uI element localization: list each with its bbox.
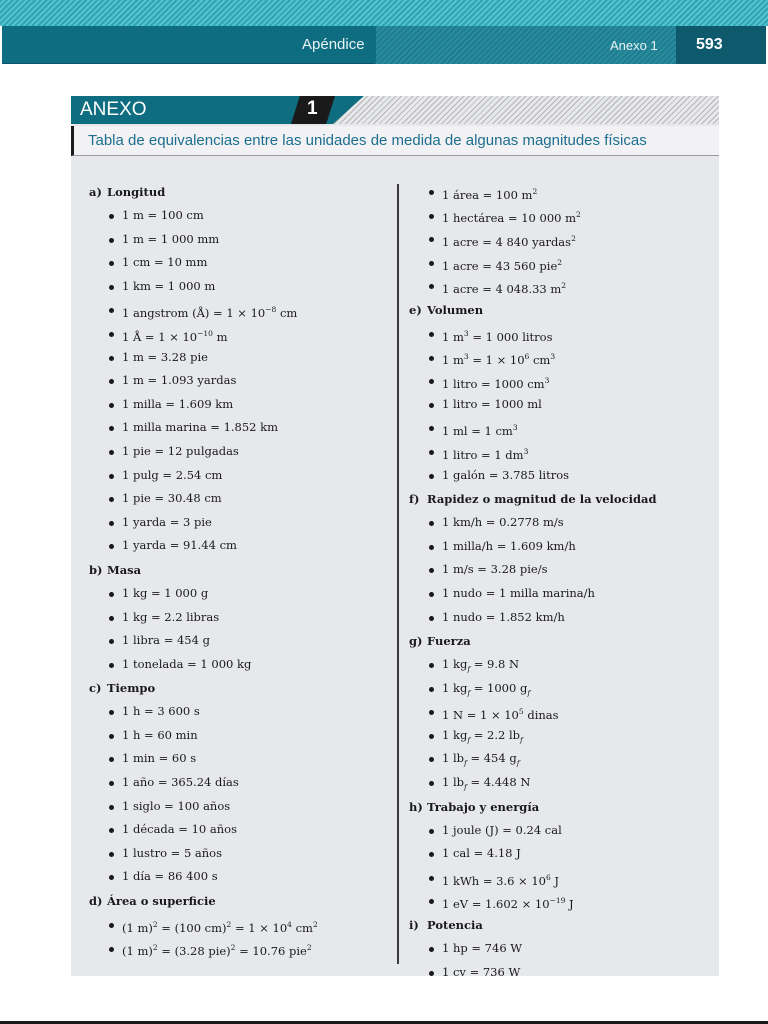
equivalence-item xyxy=(409,653,709,677)
bullet-icon xyxy=(429,261,434,266)
equivalence-text: 1 m = 1 000 mm xyxy=(122,231,220,246)
equivalence-text: (1 m)$^2$ = (3.28 pie)$^2$ = 10.76 pie$^2$ xyxy=(122,943,312,959)
bullet-icon xyxy=(429,474,434,479)
equivalence-text: 1 pie = 12 pulgadas xyxy=(122,443,239,458)
equivalence-item xyxy=(89,440,389,464)
equivalence-text: 1 ml = 1 $cm^3$ xyxy=(442,423,518,439)
equivalence-text: 1 km = 1 000 m xyxy=(122,278,216,293)
equivalence-text: 1 acre = 4 048.33 $m^2$ xyxy=(442,281,567,297)
equivalence-text: 1 $kg_f = 2.2$ $lb_f$ xyxy=(442,727,523,745)
equivalence-text: 1 hectárea = 10 000 $m^2$ xyxy=(442,210,581,226)
equivalence-text: 1 min = 60 s xyxy=(122,751,197,766)
section xyxy=(89,889,389,960)
bullet-icon xyxy=(109,214,114,219)
equivalence-item xyxy=(89,251,389,275)
bullet-icon xyxy=(429,356,434,361)
equivalence-text: 1 eV = $1.602 \times 10^{-19}$ J xyxy=(442,896,574,912)
section-letter: a) xyxy=(89,185,102,199)
section-letter: d) xyxy=(89,894,103,909)
section-name: Potencia xyxy=(427,918,483,933)
bullet-icon xyxy=(429,734,434,739)
section-letter: b) xyxy=(89,562,103,577)
equivalence-item xyxy=(89,346,389,370)
section-name: Volumen xyxy=(427,302,484,317)
bullet-icon xyxy=(429,687,434,692)
equivalence-item xyxy=(409,251,709,275)
equivalence-item xyxy=(409,747,709,771)
equivalence-item xyxy=(89,298,389,322)
equivalence-text: 1 hp = 746 W xyxy=(442,941,523,956)
bullet-icon xyxy=(429,829,434,834)
title-bar xyxy=(71,126,719,156)
section-name: Área o superficie xyxy=(107,894,216,909)
equivalence-text: 1 día = 86 400 s xyxy=(122,869,218,884)
section-heading xyxy=(89,676,389,700)
equivalence-item xyxy=(409,180,709,204)
equivalence-text: 1 tonelada = 1 000 kg xyxy=(122,656,252,671)
equivalence-text: 1 década = 10 años xyxy=(122,822,237,837)
equivalence-item xyxy=(409,274,709,298)
equivalence-item xyxy=(89,913,389,937)
equivalence-item xyxy=(89,937,389,961)
equivalence-text: 1 $lb_f = 4.448$ N xyxy=(442,775,531,792)
section-name: Rapidez o magnitud de la velocidad xyxy=(427,492,657,507)
section-name: Fuerza xyxy=(427,634,471,649)
equivalence-text: 1 litro = 1 $dm^3$ xyxy=(442,446,529,462)
equivalence-text: 1 milla/h = 1.609 km/h xyxy=(442,538,576,553)
bullet-icon xyxy=(109,544,114,549)
equivalence-item xyxy=(409,582,709,606)
equivalence-text: 1 $kg_f = 1000$ $g_f$ xyxy=(442,680,531,697)
equivalence-text: 1 $m^3 = 1 \times 10^6$ $cm^3$ xyxy=(442,352,556,368)
equivalence-item xyxy=(89,511,389,535)
equivalence-item xyxy=(89,464,389,488)
equivalence-item xyxy=(89,393,389,417)
equivalence-item xyxy=(89,747,389,771)
equivalence-text: 1 litro = 1000 $cm^3$ xyxy=(442,376,550,391)
annex-tab-label: ANEXO xyxy=(80,99,147,120)
bullet-icon xyxy=(109,639,114,644)
equivalence-item xyxy=(89,724,389,748)
page-number: 593 xyxy=(696,36,723,53)
equivalence-text: 1 kg = 2.2 libras xyxy=(122,609,220,624)
equivalence-text: 1 libra = 454 g xyxy=(122,633,210,648)
bullet-icon xyxy=(429,450,434,455)
column-divider xyxy=(397,184,399,964)
equivalence-item xyxy=(89,795,389,819)
section-letter: e) xyxy=(409,302,422,317)
bullet-icon xyxy=(429,190,434,195)
bullet-icon xyxy=(429,852,434,857)
equivalence-text: (1 m)$^2$ = (100 $cm)^2 = 1 \times 10^4$ $cm^2$ xyxy=(122,920,318,935)
equivalence-item xyxy=(89,842,389,866)
equivalence-item xyxy=(89,275,389,299)
section-heading xyxy=(409,629,709,653)
section-name: Longitud xyxy=(107,185,166,199)
equivalence-item xyxy=(89,865,389,889)
section-heading xyxy=(89,180,389,204)
equivalence-text: 1 yarda = 91.44 cm xyxy=(122,538,237,553)
equivalence-text: 1 cal = 4.18 J xyxy=(442,846,521,861)
equivalence-item xyxy=(89,416,389,440)
equivalence-text: 1 $lb_f = 454$ $g_f$ xyxy=(442,751,520,768)
bullet-icon xyxy=(109,521,114,526)
header-annex-label: Anexo 1 xyxy=(610,38,658,53)
equivalence-text: 1 lustro = 5 años xyxy=(122,845,223,860)
equivalence-text: 1 joule (J) = 0.24 cal xyxy=(442,822,562,837)
bullet-icon xyxy=(109,403,114,408)
bullet-icon xyxy=(109,805,114,810)
equivalence-text: 1 pie = 30.48 cm xyxy=(122,491,222,506)
equivalence-text: 1 km/h = 0.2778 m/s xyxy=(442,515,564,530)
bullet-icon xyxy=(429,757,434,762)
equivalence-text: 1 h = 3 600 s xyxy=(122,704,200,719)
equivalence-item xyxy=(89,582,389,606)
equivalence-item xyxy=(89,369,389,393)
equivalence-text: 1 $kg_f = 9.8$ N xyxy=(442,657,520,674)
equivalence-item xyxy=(409,204,709,228)
equivalence-item xyxy=(409,464,709,488)
section-name: Tiempo xyxy=(107,681,156,696)
bullet-icon xyxy=(109,592,114,597)
section-letter: h) xyxy=(409,799,423,814)
equivalence-text: 1 m/s = 3.28 pie/s xyxy=(442,562,548,577)
equivalence-text: 1 litro = 1000 ml xyxy=(442,396,542,411)
equivalence-text: 1 cm = 10 mm xyxy=(122,255,208,270)
bullet-icon xyxy=(429,947,434,952)
equivalence-text: 1 nudo = 1 milla marina/h xyxy=(442,585,595,600)
equivalence-item xyxy=(89,700,389,724)
equivalence-text: 1 pulg = 2.54 cm xyxy=(122,467,223,482)
equivalence-item xyxy=(409,606,709,630)
section xyxy=(409,629,709,795)
equivalence-item xyxy=(89,629,389,653)
section xyxy=(409,180,709,298)
section xyxy=(409,795,709,913)
section-letter: i) xyxy=(409,918,419,933)
equivalence-item xyxy=(409,700,709,724)
bullet-icon xyxy=(429,284,434,289)
equivalence-item xyxy=(89,534,389,558)
bullet-icon xyxy=(109,238,114,243)
equivalence-text: 1 milla marina = 1.852 km xyxy=(122,420,279,435)
section-heading xyxy=(409,795,709,819)
section xyxy=(89,676,389,889)
bullet-icon xyxy=(109,450,114,455)
bullet-icon xyxy=(109,757,114,762)
section xyxy=(409,487,709,629)
equivalence-text: 1 área = 100 $m^2$ xyxy=(442,187,538,202)
bullet-icon xyxy=(429,568,434,573)
page-header xyxy=(2,26,766,64)
equivalence-text: 1 siglo = 100 años xyxy=(122,798,231,813)
bullet-icon xyxy=(429,403,434,408)
equivalence-item xyxy=(409,842,709,866)
equivalence-item xyxy=(409,677,709,701)
bullet-icon xyxy=(429,521,434,526)
equivalence-item xyxy=(409,322,709,346)
bullet-icon xyxy=(109,379,114,384)
section-name: Masa xyxy=(107,562,142,577)
section-heading xyxy=(409,487,709,511)
bullet-icon xyxy=(109,332,114,337)
bullet-icon xyxy=(429,214,434,219)
section-letter: f) xyxy=(409,492,420,507)
equivalence-item xyxy=(409,889,709,913)
equivalence-text: 1 yarda = 3 pie xyxy=(122,514,212,529)
bullet-icon xyxy=(109,852,114,857)
bullet-icon xyxy=(429,545,434,550)
equivalence-text: 1 m = 100 cm xyxy=(122,208,204,222)
bullet-icon xyxy=(109,828,114,833)
section xyxy=(409,913,709,984)
equivalence-item xyxy=(89,322,389,346)
bullet-icon xyxy=(429,616,434,621)
equivalence-item xyxy=(409,961,709,985)
equivalence-item xyxy=(409,558,709,582)
bullet-icon xyxy=(429,710,434,715)
equivalence-text: 1 Å = $1 \times 10^{-10}$ m xyxy=(122,328,228,344)
bullet-icon xyxy=(109,663,114,668)
equivalence-item xyxy=(89,228,389,252)
bullet-icon xyxy=(429,379,434,384)
equivalence-text: 1 cv = 736 W xyxy=(442,964,521,979)
bullet-icon xyxy=(429,781,434,786)
equivalence-text: 1 milla = 1.609 km xyxy=(122,396,234,411)
equivalence-text: 1 acre = 4 840 yardas$^2$ xyxy=(442,234,576,250)
equivalence-item xyxy=(409,227,709,251)
equivalence-text: 1 $N = 1 \times 10^5$ dinas xyxy=(442,707,559,723)
equivalence-item xyxy=(409,393,709,417)
bullet-icon xyxy=(109,734,114,739)
equivalence-item xyxy=(89,204,389,228)
section-heading xyxy=(89,558,389,582)
annex-number: 1 xyxy=(307,98,318,119)
bullet-icon xyxy=(109,426,114,431)
bullet-icon xyxy=(109,781,114,786)
equivalence-item xyxy=(409,771,709,795)
annex-panel xyxy=(71,96,719,979)
bullet-icon xyxy=(109,474,114,479)
section-letter: g) xyxy=(409,634,423,649)
equivalence-item xyxy=(89,487,389,511)
equivalence-item xyxy=(409,937,709,961)
equivalence-item xyxy=(409,440,709,464)
equivalence-item xyxy=(409,416,709,440)
equivalence-text: 1 acre = 43 560 pie$^2$ xyxy=(442,257,563,273)
bullet-icon xyxy=(429,237,434,242)
equivalence-item xyxy=(89,653,389,677)
bullet-icon xyxy=(429,971,434,976)
equivalence-text: 1 $m^3 = 1$ 000 litros xyxy=(442,328,553,344)
left-column xyxy=(89,180,389,960)
equivalence-text: 1 año = 365.24 días xyxy=(122,775,239,790)
equivalence-item xyxy=(409,346,709,370)
right-column xyxy=(409,180,709,984)
bullet-icon xyxy=(109,356,114,361)
equivalence-item xyxy=(409,866,709,890)
bullet-icon xyxy=(109,947,114,952)
equivalence-item xyxy=(89,818,389,842)
equivalence-text: 1 nudo = 1.852 km/h xyxy=(442,609,565,624)
equivalence-item xyxy=(409,511,709,535)
header-hatch-band xyxy=(0,0,768,26)
bullet-icon xyxy=(109,616,114,621)
annex-tab-hatch xyxy=(333,96,719,124)
section-letter: c) xyxy=(89,681,102,696)
header-section-title: Apéndice xyxy=(302,36,365,53)
section xyxy=(89,180,389,558)
equivalence-text: 1 kg = 1 000 g xyxy=(122,585,209,600)
bullet-icon xyxy=(429,899,434,904)
section-heading xyxy=(409,913,709,937)
bullet-icon xyxy=(109,875,114,880)
equivalence-item xyxy=(409,724,709,748)
equivalence-text: 1 galón = 3.785 litros xyxy=(442,467,570,482)
bullet-icon xyxy=(109,497,114,502)
bullet-icon xyxy=(109,261,114,266)
equivalence-text: 1 angstrom (Å) = $1 \times 10^{-8}$ cm xyxy=(122,305,298,321)
section-heading xyxy=(409,298,709,322)
equivalence-item xyxy=(409,819,709,843)
bullet-icon xyxy=(429,663,434,668)
section-name: Trabajo y energía xyxy=(427,799,540,814)
equivalence-item xyxy=(409,369,709,393)
equivalence-item xyxy=(89,771,389,795)
equivalence-item xyxy=(89,606,389,630)
equivalence-text: 1 m = 3.28 pie xyxy=(122,349,208,364)
table-title: Tabla de equivalencias entre las unidades de medida de algunas magnitudes físicas xyxy=(88,132,647,149)
bullet-icon xyxy=(109,308,114,313)
equivalence-text: 1 h = 60 min xyxy=(122,727,198,742)
section-heading xyxy=(89,889,389,913)
bullet-icon xyxy=(109,710,114,715)
bullet-icon xyxy=(109,923,114,928)
bullet-icon xyxy=(429,592,434,597)
equivalence-text: 1 kWh = $3.6 \times 10^6$ J xyxy=(442,872,560,888)
bullet-icon xyxy=(429,876,434,881)
bullet-icon xyxy=(109,285,114,290)
section xyxy=(89,558,389,676)
bullet-icon xyxy=(429,426,434,431)
equivalence-text: 1 m = 1.093 yardas xyxy=(122,373,237,388)
bullet-icon xyxy=(429,332,434,337)
section xyxy=(409,298,709,487)
equivalence-item xyxy=(409,535,709,559)
